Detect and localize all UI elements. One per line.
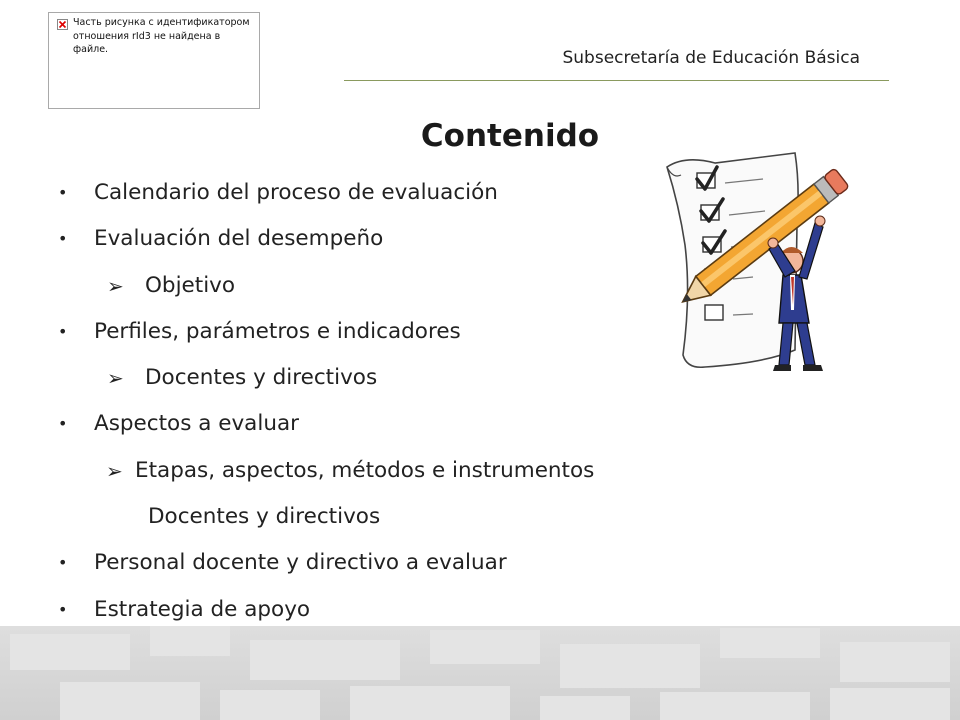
bullet-icon: • xyxy=(58,553,68,573)
list-item-text: Calendario del proceso de evaluación xyxy=(94,180,498,205)
broken-image-icon xyxy=(57,19,68,30)
bullet-icon: • xyxy=(58,183,68,202)
list-subitem xyxy=(0,448,760,494)
bullet-icon: • xyxy=(58,414,68,434)
list-item-text: Evaluación del desempeño xyxy=(94,226,384,252)
header-divider xyxy=(344,80,889,81)
list-continuation xyxy=(0,494,760,540)
list-subitem-text: Objetivo xyxy=(145,272,236,298)
footer-pattern xyxy=(0,626,960,720)
arrow-bullet-icon: ➢ xyxy=(107,366,124,391)
missing-image-message: Часть рисунка с идентификатором отношения rId3 не найдена в файле. xyxy=(73,17,250,55)
list-subitem-text: Etapas, aspectos, métodos e instrumentos xyxy=(135,457,595,483)
slide-title: Contenido xyxy=(420,118,600,154)
list-continuation-text: Docentes y directivos xyxy=(148,504,381,530)
list-item-text: Personal docente y directivo a evaluar xyxy=(94,550,507,576)
arrow-bullet-icon: ➢ xyxy=(106,458,123,483)
checklist-with-pencil-icon xyxy=(645,145,865,385)
header-subtitle: Subsecretaría de Educación Básica xyxy=(562,48,860,68)
bullet-icon: • xyxy=(58,229,68,249)
list-item xyxy=(0,401,760,447)
bullet-icon: • xyxy=(58,321,68,341)
list-item-text: Estrategia de apoyo xyxy=(94,596,311,622)
list-item-text: Perfiles, parámetros e indicadores xyxy=(94,318,461,344)
missing-image-placeholder xyxy=(48,12,260,109)
list-item-text: Aspectos a evaluar xyxy=(94,411,299,437)
list-item xyxy=(0,540,760,586)
arrow-bullet-icon: ➢ xyxy=(107,273,124,298)
bullet-icon: • xyxy=(58,599,68,619)
list-subitem-text: Docentes y directivos xyxy=(145,365,378,391)
